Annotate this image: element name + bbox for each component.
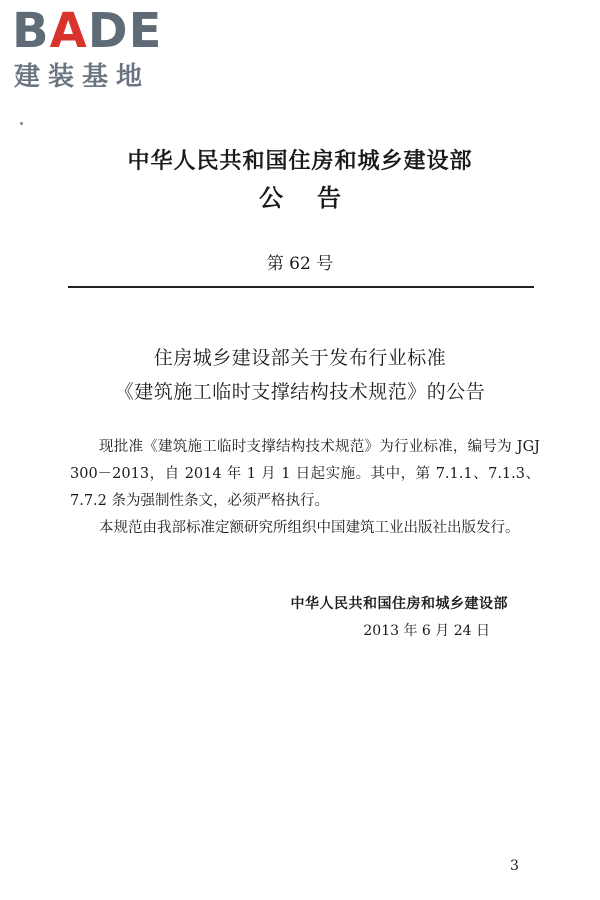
announcement-title-line-2: 《建筑施工临时支撑结构技术规范》的公告 [114, 381, 486, 403]
bade-logo [12, 4, 182, 94]
scan-speck [20, 122, 23, 125]
logo-letter-a-accent: A [49, 3, 88, 59]
body-paragraph-2: 本规范由我部标准定额研究所组织中国建筑工业出版社出版发行。 [99, 520, 520, 536]
signature-date: 2013 年 6 月 24 日 [363, 623, 490, 639]
body-paragraph-1: 现批准《建筑施工临时支撑结构技术规范》为行业标准，编号为 JGJ 300－2013，自 2014 年 1 月 1 日起实施。其中，第 7.1.1、7.1.3、7.7.2 条为强制性条文，必须严格执行。 [70, 439, 540, 509]
logo-subtitle: 建装基地 [14, 62, 151, 92]
logo-letter-b: B [12, 3, 50, 59]
logo-letters-de: DE [87, 3, 163, 59]
announcement-title-line-1: 住房城乡建设部关于发布行业标准 [153, 347, 447, 369]
document-type-heading: 公告 [259, 184, 375, 212]
issuer-heading: 中华人民共和国住房和城乡建设部 [127, 149, 473, 174]
header-divider [68, 286, 534, 288]
signature-issuer: 中华人民共和国住房和城乡建设部 [290, 596, 508, 612]
logo-wordmark [12, 4, 162, 58]
announcement-number: 第 62 号 [266, 254, 334, 274]
page-number: 3 [510, 858, 519, 874]
